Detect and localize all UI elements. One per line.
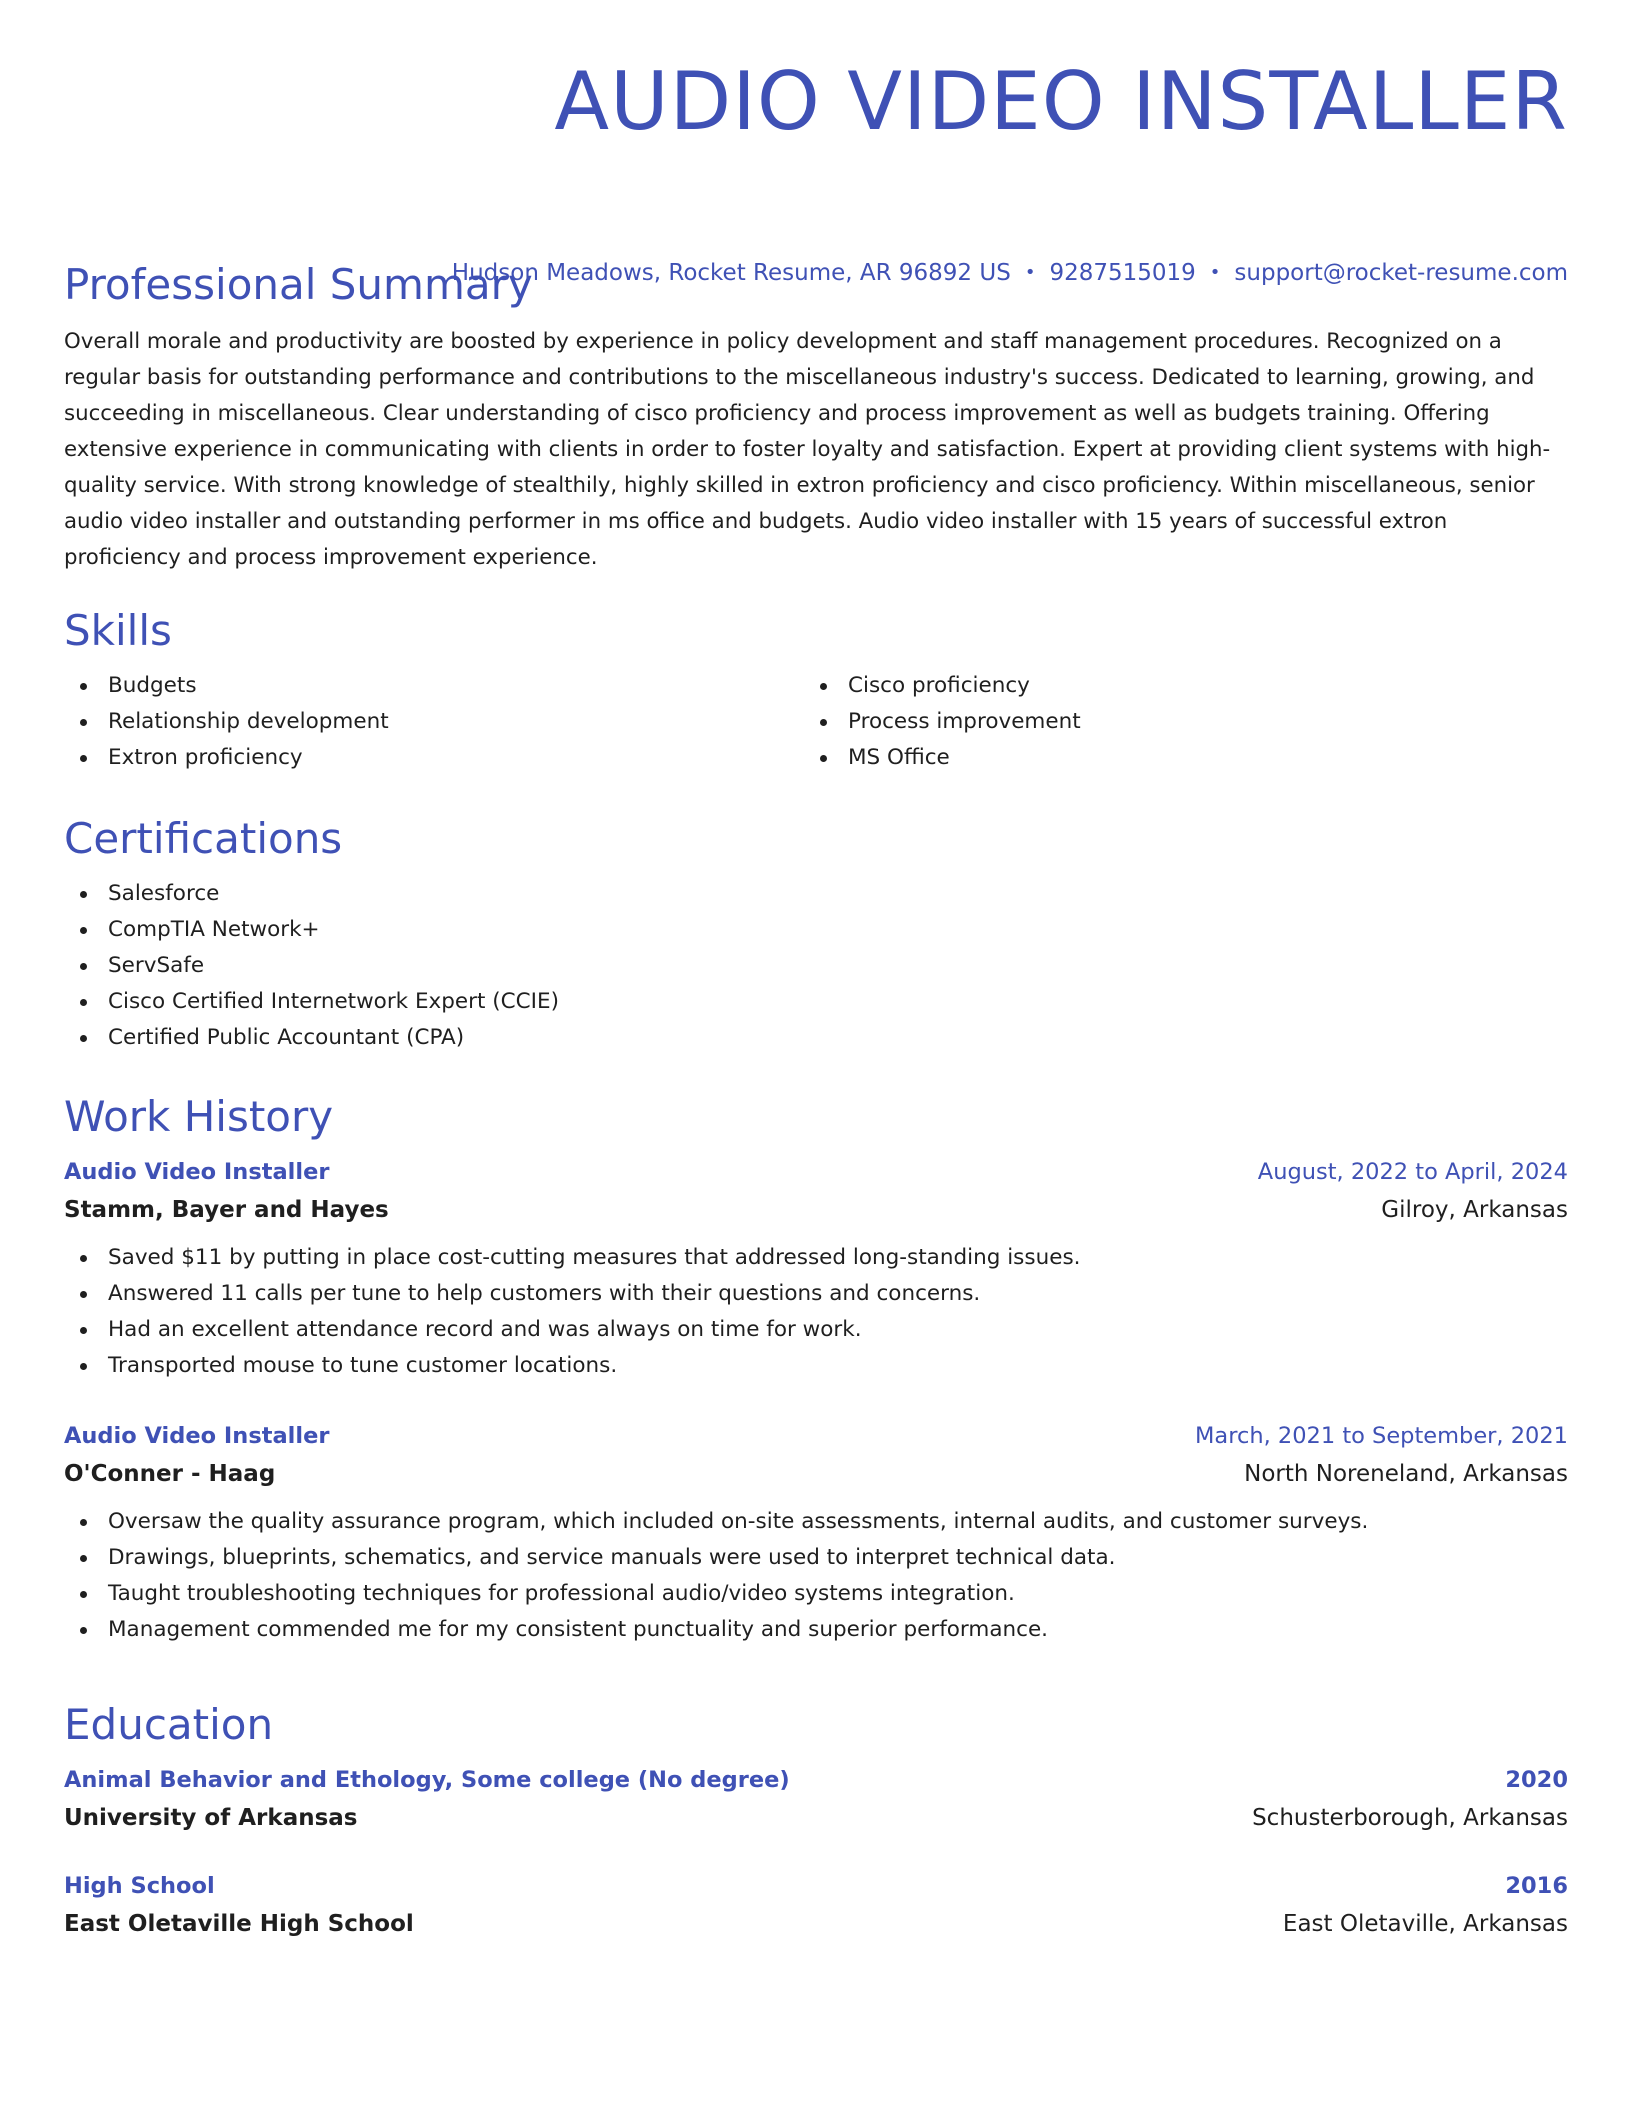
job-duty-item: Oversaw the quality assurance program, which included on-site assessments, internal audits, and customer surveys. [64,1504,1568,1540]
job-duty-item: Drawings, blueprints, schematics, and service manuals were used to interpret technical data. [64,1540,1568,1576]
bullet-icon [80,891,87,898]
bullet-icon [80,1627,87,1634]
skill-item: MS Office [804,740,1544,776]
skill-item: Extron proficiency [64,740,804,776]
education-school-row [64,1798,1568,1838]
skill-item: Relationship development [64,704,804,740]
skills-section [64,606,1568,776]
education-school-row [64,1904,1568,1944]
skill-item: Process improvement [804,704,1544,740]
job-title: Audio Video Installer [64,1423,330,1449]
job-duty-item: Saved $11 by putting in place cost-cutting measures that addressed long-standing issues. [64,1240,1568,1276]
job-duty-item: Transported mouse to tune customer locations. [64,1348,1568,1384]
section-title-summary: Professional Summary [64,260,533,309]
bullet-icon [80,719,87,726]
education-degree-row [64,1868,1568,1904]
job-location: North Noreneland, Arkansas [1244,1461,1568,1487]
candidate-name: AUDIO VIDEO INSTALLER [554,55,1568,148]
job-company: Stamm, Bayer and Hayes [64,1197,389,1223]
bullet-icon [820,719,827,726]
job-duty-item: Management commended me for my consistent punctuality and superior performance. [64,1612,1568,1648]
job-title: Audio Video Installer [64,1159,330,1185]
bullet-icon [80,755,87,762]
certification-item: Certified Public Accountant (CPA) [64,1020,1568,1056]
bullet-icon [820,755,827,762]
job-entry [64,1418,1568,1648]
bullet-icon [80,1363,87,1370]
section-title-work-history: Work History [64,1092,334,1141]
work-history-section [64,1092,1568,1648]
bullet-icon [80,999,87,1006]
certification-item: CompTIA Network+ [64,912,1568,948]
skills-list-right [804,668,1544,776]
job-duty-item: Taught troubleshooting techniques for professional audio/video systems integration. [64,1576,1568,1612]
job-title-row [64,1154,1568,1190]
section-title-skills: Skills [64,606,172,655]
job-location: Gilroy, Arkansas [1381,1197,1568,1223]
contact-email[interactable]: support@rocket-resume.com [1234,260,1568,286]
section-title-certifications: Certifications [64,814,343,863]
education-year: 2016 [1505,1873,1568,1899]
education-degree: High School [64,1873,215,1899]
section-title-education: Education [64,1700,274,1749]
education-year: 2020 [1505,1767,1568,1793]
contact-separator: • [1024,262,1036,283]
skills-list-left [64,668,804,776]
bullet-icon [80,1327,87,1334]
contact-separator: • [1209,262,1221,283]
job-duty-item: Had an excellent attendance record and was always on time for work. [64,1312,1568,1348]
certification-item: ServSafe [64,948,1568,984]
contact-address: Hudson Meadows, Rocket Resume, AR 96892 US [451,260,1011,286]
bullet-icon [80,1591,87,1598]
education-degree-row [64,1762,1568,1798]
job-duty-item: Answered 11 calls per tune to help customers with their questions and concerns. [64,1276,1568,1312]
bullet-icon [80,927,87,934]
summary-text: Overall morale and productivity are boosted by experience in policy development and staff management procedures. Recognized on a regular basis for outstanding performance and contributions to the miscellaneous industry's success. Dedicated to learning, growing, and succeeding in miscellaneous. Clear understanding of cisco proficiency and process improvement as well as budgets training. Offering extensive experience in communicating with clients in order to foster loyalty and satisfaction. Expert at providing client systems with high-quality service. With strong knowledge of stealthily, highly skilled in extron proficiency and cisco proficiency. Within miscellaneous, senior audio video installer and outstanding performer in ms office and budgets. Audio video installer with 15 years of successful extron proficiency and process improvement experience. [64,329,1551,570]
certification-item: Salesforce [64,876,1568,912]
certification-item: Cisco Certified Internetwork Expert (CCIE) [64,984,1568,1020]
job-dates: March, 2021 to September, 2021 [1195,1423,1568,1449]
skill-item: Budgets [64,668,804,704]
education-section [64,1700,1568,1944]
job-company-row [64,1454,1568,1494]
job-entry [64,1154,1568,1384]
job-company: O'Conner - Haag [64,1461,276,1487]
job-duties-list [64,1504,1568,1648]
education-entry [64,1868,1568,1944]
resume-header [64,0,1568,146]
education-location: Schusterborough, Arkansas [1252,1805,1568,1831]
job-company-row [64,1190,1568,1230]
bullet-icon [80,1255,87,1262]
certifications-section [64,814,1568,1056]
summary-section [64,260,1568,576]
education-school: University of Arkansas [64,1805,358,1831]
bullet-icon [820,683,827,690]
education-location: East Oletaville, Arkansas [1282,1911,1568,1937]
bullet-icon [80,1555,87,1562]
job-dates: August, 2022 to April, 2024 [1257,1159,1568,1185]
skills-columns [64,668,1568,776]
certifications-list [64,876,1568,1056]
job-duties-list [64,1240,1568,1384]
job-title-row [64,1418,1568,1454]
bullet-icon [80,1291,87,1298]
bullet-icon [80,963,87,970]
bullet-icon [80,1035,87,1042]
education-school: East Oletaville High School [64,1911,414,1937]
education-entry [64,1762,1568,1838]
bullet-icon [80,683,87,690]
bullet-icon [80,1519,87,1526]
education-degree: Animal Behavior and Ethology, Some college (No degree) [64,1767,790,1793]
skill-item: Cisco proficiency [804,668,1544,704]
contact-phone[interactable]: 9287515019 [1049,260,1196,286]
